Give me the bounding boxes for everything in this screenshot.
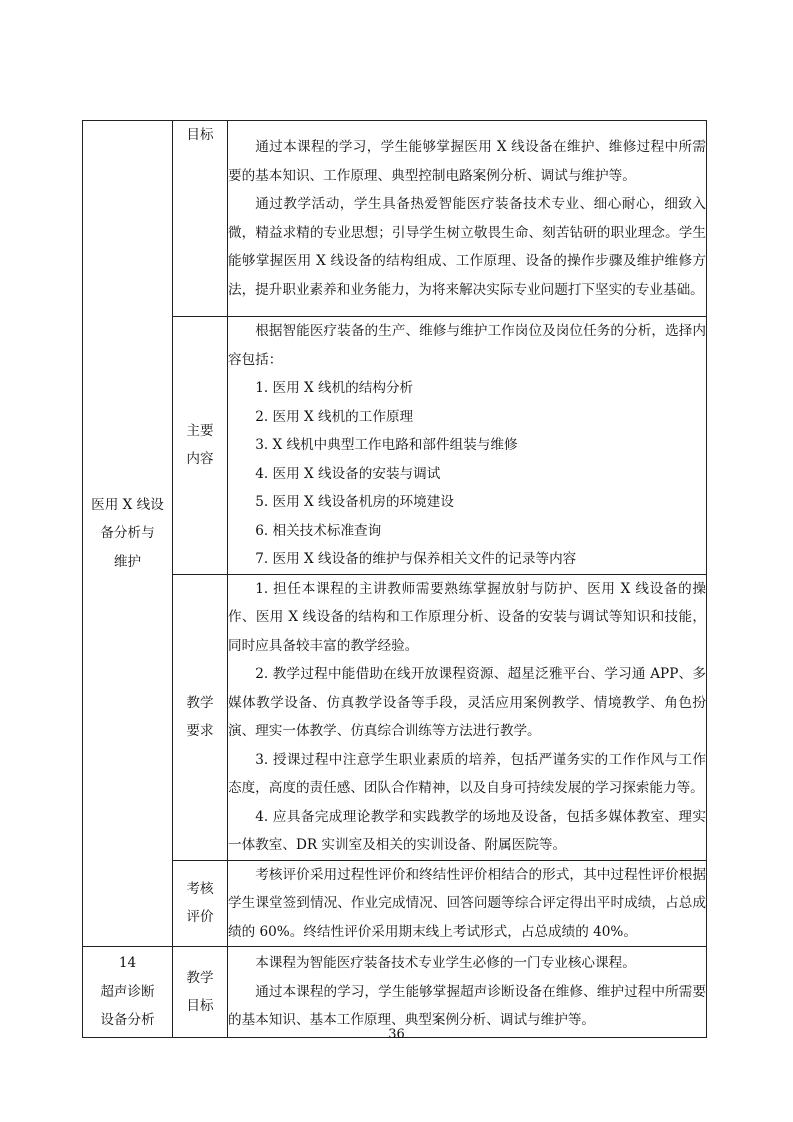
- course1-requirement-label: [173, 574, 228, 860]
- course2-number: 14: [118, 955, 137, 972]
- objective-paragraph: 本课程为智能医疗装备技术专业学生必修的一门专业核心课程。: [255, 955, 636, 972]
- content-label-line: 主要: [186, 422, 214, 439]
- course2-name-cell: [83, 947, 173, 1038]
- course1-name-cell: [83, 121, 173, 947]
- course2-name-line: 设备分析: [100, 1012, 155, 1029]
- course2-name-line: 超声诊断: [100, 983, 155, 1000]
- objective-label-line: 教学: [186, 969, 214, 986]
- content-label-line: 内容: [186, 451, 214, 468]
- course1-content-label: [173, 317, 228, 575]
- requirement-paragraph: 2. 教学过程中能借助在线开放课程资源、超星泛雅平台、学习通 APP、多媒体教学设备、仿真教学设备等手段，灵活应用案例教学、情境教学、角色扮演、理实一体教学、仿真综合训练等方法进行教学。: [228, 666, 706, 739]
- content-item: 7. 医用 X 线设备的维护与保养相关文件的记录等内容: [255, 551, 577, 567]
- course1-name-line: 维护: [113, 553, 142, 570]
- content-item: 1. 医用 X 线机的结构分析: [255, 380, 414, 396]
- page-number: 36: [388, 1027, 405, 1042]
- course1-objective-content: [228, 121, 707, 317]
- content-item: 3. X 线机中典型工作电路和部件组装与维修: [255, 437, 518, 453]
- course1-name-line: 备分析与: [100, 525, 155, 542]
- requirement-paragraph: 4. 应具备完成理论教学和实践教学的场地及设备，包括多媒体教室、理实一体教室、DR 实训室及相关的实训设备、附属医院等。: [228, 808, 706, 853]
- course1-requirement-row: [83, 574, 707, 860]
- content-item: 6. 相关技术标准查询: [255, 522, 382, 539]
- assessment-paragraph: 考核评价采用过程性评价和终结性评价相结合的形式，其中过程性评价根据学生课堂签到情况、作业完成情况、回答问题等综合评定得出平时成绩，占总成绩的 60%。终结性评价采用期末线上考试形式，占总成绩的 40%。: [228, 866, 706, 940]
- course1-requirement-body: [228, 574, 707, 860]
- course1-content-row: [83, 317, 707, 575]
- content-item: 5. 医用 X 线设备机房的环境建设: [255, 494, 454, 510]
- objective-paragraph: 通过本课程的学习，学生能够掌握超声诊断设备在维修、维护过程中所需要的基本知识、基本工作原理、典型案例分析、调试与维护等。: [228, 983, 706, 1029]
- assessment-label-line: 评价: [186, 909, 214, 926]
- content-intro: 根据智能医疗装备的生产、维修与维护工作岗位及岗位任务的分析，选择内容包括：: [228, 323, 706, 368]
- requirement-label-line: 教学: [186, 694, 214, 711]
- course2-objective-label: [173, 947, 228, 1038]
- requirement-paragraph: 3. 授课过程中注意学生职业素质的培养，包括严谨务实的工作作风与工作态度，高度的责任感、团队合作精神，以及自身可持续发展的学习探索能力等。: [228, 751, 706, 796]
- course1-assessment-body: [228, 860, 707, 947]
- course1-name-line: 医用 X 线设: [91, 496, 164, 513]
- course1-assessment-row: [83, 860, 707, 947]
- requirement-paragraph: 1. 担任本课程的主讲教师需要熟练掌握放射与防护、医用 X 线设备的操作、医用 X 线设备的结构和工作原理分析、设备的安装与调试等知识和技能，同时应具备较丰富的教学经验。: [228, 580, 706, 654]
- course2-objective-row: [83, 947, 707, 1038]
- content-item: 4. 医用 X 线设备的安装与调试: [255, 465, 441, 482]
- objective-label-line: 目标: [186, 998, 214, 1014]
- objective-paragraph: 通过本课程的学习，学生能够掌握医用 X 线设备在维护、维修过程中所需要的基本知识、工作原理、典型控制电路案例分析、调试与维护等。: [228, 139, 706, 184]
- course1-content-body: [228, 317, 707, 575]
- requirement-label-line: 要求: [186, 723, 214, 739]
- content-item: 2. 医用 X 线机的工作原理: [255, 408, 414, 425]
- course1-objective-label: [173, 121, 228, 317]
- course1-objective-row: [83, 121, 707, 317]
- curriculum-table: [82, 120, 707, 1038]
- course1-assessment-label: [173, 860, 228, 947]
- objective-label-text: 目标: [186, 127, 214, 143]
- objective-paragraph: 通过教学活动，学生具备热爱智能医疗装备技术专业、细心耐心，细致入微，精益求精的专业思想；引导学生树立敬畏生命、刻苦钻研的职业理念。学生能够掌握医用 X 线设备的结构组成、工作原理、设备的操作步骤及维护维修方法，提升职业素养和业务能力，为将来解决实际专业问题打下坚实的专业基础。: [228, 196, 706, 298]
- assessment-label-line: 考核: [186, 880, 214, 897]
- course2-objective-content: [228, 947, 707, 1038]
